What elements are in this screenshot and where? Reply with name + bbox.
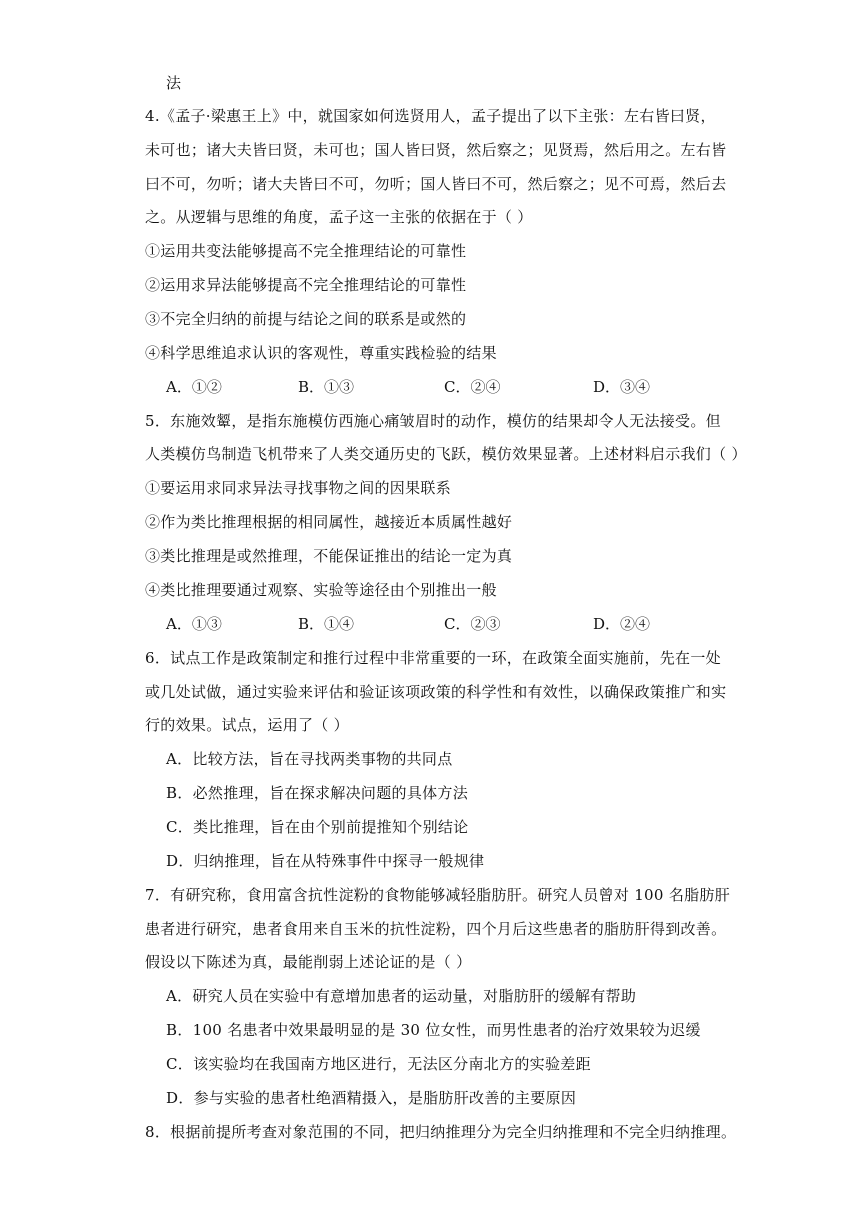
q5-statement-1: ①要运用求同求异法寻找事物之间的因果联系 — [145, 479, 452, 497]
q6-option-a[interactable]: A．比较方法，旨在寻找两类事物的共同点 — [166, 750, 453, 768]
q6-stem-line-2: 或几处试做，通过实验来评估和验证该项政策的科学性和有效性，以确保政策推广和实 — [145, 683, 727, 701]
q7-stem-line-1: 7．有研究称，食用富含抗性淀粉的食物能够减轻脂肪肝。研究人员曾对 100 名脂肪肝 — [145, 886, 731, 904]
q7-option-b[interactable]: B．100 名患者中效果最明显的是 30 位女性，而男性患者的治疗效果较为迟缓 — [166, 1021, 701, 1039]
q4-option-c[interactable]: C．②④ — [444, 378, 501, 396]
q4-option-d[interactable]: D．③④ — [593, 378, 651, 396]
q4-statement-1: ①运用共变法能够提高不完全推理结论的可靠性 — [145, 242, 467, 260]
q5-option-a[interactable]: A．①③ — [166, 615, 222, 633]
q6-stem-line-1: 6．试点工作是政策制定和推行过程中非常重要的一环，在政策全面实施前，先在一处 — [145, 649, 721, 667]
q4-option-b[interactable]: B．①③ — [298, 378, 355, 396]
q5-stem-line-1: 5．东施效颦，是指东施模仿西施心痛皱眉时的动作，模仿的结果却令人无法接受。但 — [145, 412, 721, 430]
q6-option-d[interactable]: D．归纳推理，旨在从特殊事件中探寻一般规律 — [166, 852, 485, 870]
q4-stem-line-4: 之。从逻辑与思维的角度，孟子这一主张的依据在于（ ） — [145, 208, 533, 226]
q4-statement-3: ③不完全归纳的前提与结论之间的联系是或然的 — [145, 310, 467, 328]
q7-stem-line-3: 假设以下陈述为真，最能削弱上述论证的是（ ） — [145, 953, 472, 971]
q4-stem-line-3: 曰不可，勿听；诸大夫皆曰不可，勿听；国人皆曰不可，然后察之；见不可焉，然后去 — [145, 175, 727, 193]
continued-text: 法 — [166, 74, 182, 92]
q6-option-b[interactable]: B．必然推理，旨在探求解决问题的具体方法 — [166, 784, 469, 802]
q5-statement-4: ④类比推理要通过观察、实验等途径由个别推出一般 — [145, 581, 497, 599]
q7-option-a[interactable]: A．研究人员在实验中有意增加患者的运动量，对脂肪肝的缓解有帮助 — [166, 987, 637, 1005]
q6-option-c[interactable]: C．类比推理，旨在由个别前提推知个别结论 — [166, 818, 469, 836]
q6-stem-line-3: 行的效果。试点，运用了（ ） — [145, 716, 349, 734]
q4-stem-line-1: 4.《孟子·梁惠王上》中，就国家如何选贤用人，孟子提出了以下主张：左右皆曰贤， — [145, 107, 716, 125]
q4-option-a[interactable]: A．①② — [166, 378, 222, 396]
q5-statement-3: ③类比推理是或然推理，不能保证推出的结论一定为真 — [145, 547, 513, 565]
q5-option-d[interactable]: D．②④ — [593, 615, 651, 633]
q5-option-b[interactable]: B．①④ — [298, 615, 355, 633]
q4-statement-4: ④科学思维追求认识的客观性，尊重实践检验的结果 — [145, 344, 497, 362]
q5-stem-line-2: 人类模仿鸟制造飞机带来了人类交通历史的飞跃，模仿效果显著。上述材料启示我们（ ） — [145, 445, 747, 463]
q8-stem-line-1: 8．根据前提所考查对象范围的不同，把归纳推理分为完全归纳推理和不完全归纳推理。 — [145, 1123, 737, 1141]
q5-options — [166, 614, 726, 634]
q7-option-d[interactable]: D．参与实验的患者杜绝酒精摄入，是脂肪肝改善的主要原因 — [166, 1089, 577, 1107]
q5-statement-2: ②作为类比推理根据的相同属性，越接近本质属性越好 — [145, 513, 513, 531]
q4-statement-2: ②运用求异法能够提高不完全推理结论的可靠性 — [145, 276, 467, 294]
q5-option-c[interactable]: C．②③ — [444, 615, 501, 633]
q7-option-c[interactable]: C．该实验均在我国南方地区进行，无法区分南北方的实验差距 — [166, 1055, 591, 1073]
q4-options — [166, 377, 726, 397]
q4-stem-line-2: 未可也；诸大夫皆曰贤，未可也；国人皆曰贤，然后察之；见贤焉，然后用之。左右皆 — [145, 141, 727, 159]
q7-stem-line-2: 患者进行研究，患者食用来自玉米的抗性淀粉，四个月后这些患者的脂肪肝得到改善。 — [145, 920, 727, 938]
